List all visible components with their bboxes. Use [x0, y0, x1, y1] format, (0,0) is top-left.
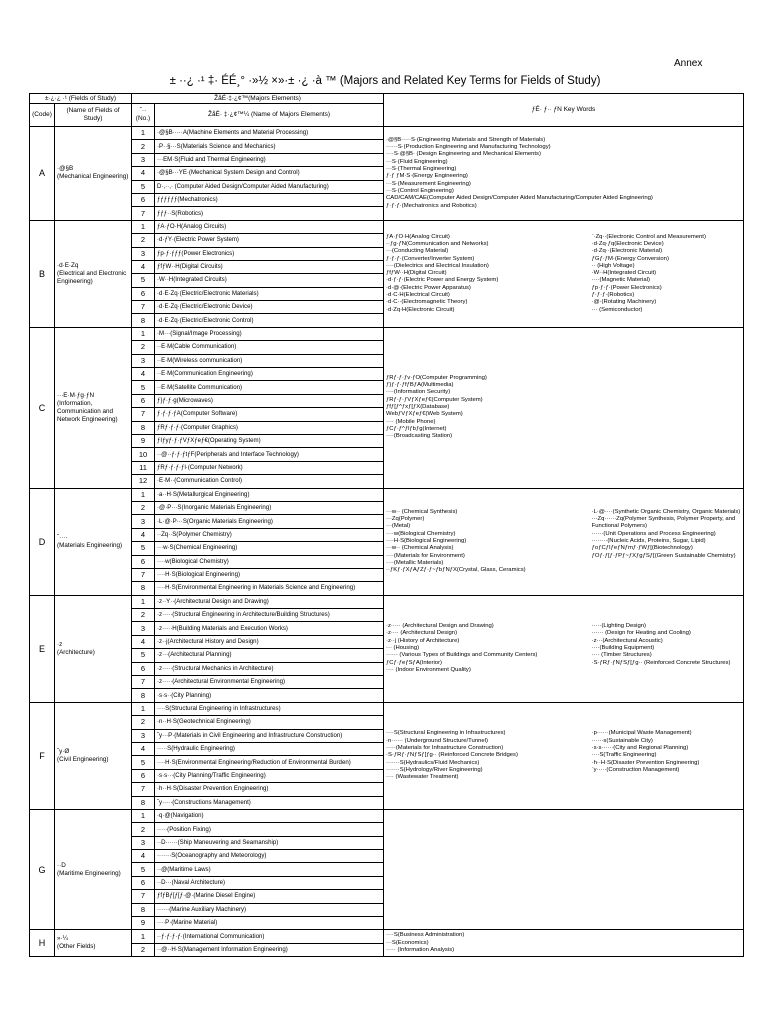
field-name: ˆy·Ø — [57, 747, 70, 755]
key-word: ·d·ƒ·ƒ·(Electric Power and Energy System) — [386, 277, 499, 284]
element-name: ·L·@·P···S(Organic Materials Engineering) — [155, 515, 384, 528]
element-number: 2 — [132, 234, 155, 247]
key-word: ···S·(Fluid Engineering) — [386, 158, 448, 165]
key-word: ·d·C·H(Electrical Circuit) — [386, 292, 450, 299]
element-number: 7 — [132, 408, 155, 421]
element-number: 2 — [132, 341, 155, 354]
key-word: ·@§B·····S·(Engineering Materials and Strength of Materials) — [386, 136, 546, 143]
field-code: F — [30, 702, 55, 809]
key-word: ···(Conducting Material) — [386, 248, 449, 255]
key-word: ····S·@§B· (Design Engineering and Mechanical Elements) — [386, 151, 541, 158]
element-number: 6 — [132, 394, 155, 407]
element-name: ··D······(Ship Maneuvering and Seamanship) — [155, 836, 384, 849]
header-key-words: ƒÉ· ƒ·· ƒN Key Words — [384, 94, 744, 127]
field-code: B — [30, 220, 55, 327]
key-word: ·S·ƒRƒ·ƒNƒŠƒ[ƒg·· (Reinforced Concrete Structures) — [591, 659, 731, 666]
element-number: 3 — [132, 515, 155, 528]
field-name: ···E·M·ƒg·ƒN — [57, 391, 95, 399]
element-name: ·z·····H(Building Materials and Execution Works) — [155, 622, 384, 635]
key-word: ····· (Information Analysis) — [386, 946, 455, 953]
element-number: 8 — [132, 421, 155, 434]
key-word: ···S·(Control Engineering) — [386, 187, 454, 194]
key-word: CAD/CAM/CAE(Computer Aided Design/Computer Aided Manufacturing/Computer Aided Engineering) — [386, 195, 653, 202]
key-word: ·······S(Hydraulics/Fluid Mechanics) — [386, 759, 480, 766]
key-word: ······ (Various Types of Buildings and Community Centers) — [386, 652, 538, 659]
element-name: ·d·E·Zq·(Electric/Electronic Control) — [155, 314, 384, 327]
element-number: 6 — [132, 662, 155, 675]
field-name-en: (Maritime Engineering) — [57, 869, 121, 877]
key-words-cell — [384, 809, 744, 930]
element-number: 6 — [132, 769, 155, 782]
key-word: ···· (Mobile Phone) — [386, 418, 436, 425]
key-word: ·z···(Architectural Acoustic) — [591, 637, 663, 644]
key-word: ·z··j (History of Architecture) — [386, 637, 460, 644]
element-number: 1 — [132, 327, 155, 340]
element-number: 5 — [132, 756, 155, 769]
key-word: ƒRƒ·ƒ·ƒv·ƒO(Computer Programming) — [386, 374, 487, 381]
header-name-major: ŽåÉ· ‡·¿¢™¼ (Name of Majors Elements) — [155, 104, 384, 127]
element-number: 2 — [132, 140, 155, 153]
element-number: 11 — [132, 461, 155, 474]
header-name-field: (Name of Fields of Study) — [55, 104, 132, 127]
key-word: ····(Broadcasting Station) — [386, 433, 453, 440]
element-name: ·a··H·S(Metallurgical Engineering) — [155, 488, 384, 501]
key-word: ƒ·ƒ·ƒ·(Robotics) — [591, 292, 635, 299]
key-words-cell — [384, 930, 744, 957]
key-words-cell — [384, 220, 744, 327]
field-name: ˆ···· — [57, 533, 68, 541]
element-number: 8 — [132, 689, 155, 702]
element-name: ƒƒƒƒƒƒ(Mechatronics) — [155, 193, 384, 206]
element-number: 5 — [132, 180, 155, 193]
element-number: 3 — [132, 354, 155, 367]
key-word: ƒ·ƒ·ƒ·(Mechatronics and Robotics) — [386, 202, 477, 209]
element-number: 8 — [132, 903, 155, 916]
key-word: ƒA·ƒO·H(Analog Circuit) — [386, 233, 450, 240]
field-name-en: (Electrical and Electronic Engineering) — [57, 269, 127, 285]
field-name-en: (Information, Communication and Network Engineering) — [57, 399, 118, 423]
key-word: ·d·C··(Electromagnetic Theory) — [386, 299, 468, 306]
key-words-right — [590, 622, 743, 675]
element-name: ··E·M(Cable Communication) — [155, 341, 384, 354]
element-name: ·z···(Architectural Planning) — [155, 649, 384, 662]
key-word: WebƒVƒXƒeƒ€(Web System) — [386, 411, 463, 418]
element-number: 6 — [132, 287, 155, 300]
key-word: ƒ·ƒ·ƒ·(Converter/Inverter System) — [386, 255, 475, 262]
field-name: »·¼ — [57, 935, 68, 943]
element-name: ƒRƒ·ƒ·ƒ·(Computer Graphics) — [155, 421, 384, 434]
field-name-en: (Civil Engineering) — [57, 755, 109, 763]
element-name: ƒfƒBƒ[ƒ[ƒ·@·(Marine Diesel Engine) — [155, 890, 384, 903]
element-number: 5 — [132, 542, 155, 555]
element-name: ·z·····(Architectural Environmental Engineering) — [155, 676, 384, 689]
element-name: ·M···(Signal/Image Processing) — [155, 327, 384, 340]
element-number: 5 — [132, 863, 155, 876]
element-number: 3 — [132, 729, 155, 742]
element-number: 6 — [132, 555, 155, 568]
element-name: ··D···(Naval Architecture) — [155, 876, 384, 889]
element-name: ƒp·ƒ·ƒƒƒ(Power Electronics) — [155, 247, 384, 260]
element-number: 1 — [132, 488, 155, 501]
element-number: 4 — [132, 528, 155, 541]
key-word: ·z···· (Architectural Design) — [386, 630, 458, 637]
element-name: ˆy·····(Constructions Management) — [155, 796, 384, 809]
element-number: 4 — [132, 260, 155, 273]
element-number: 4 — [132, 742, 155, 755]
key-word: ····S(Business Administration) — [386, 932, 465, 939]
element-name: ···EM·S(Fluid and Thermal Engineering) — [155, 153, 384, 166]
key-word: ····(Dielectrics and Electrical Insulation) — [386, 262, 489, 269]
key-word: ···S·(Thermal Engineering) — [386, 166, 457, 173]
key-word: ·s·s······(City and Regional Planning) — [591, 744, 689, 751]
key-word: ······S·(Production Engineering and Manufacturing Technology) — [386, 144, 551, 151]
table-row — [30, 220, 744, 233]
key-word: ····w(Biological Chemistry) — [386, 530, 456, 537]
element-name: ····S(Structural Engineering in Infrastructures) — [155, 702, 384, 715]
element-number: 7 — [132, 207, 155, 220]
element-name: ƒA·ƒO·H(Analog Circuits) — [155, 220, 384, 233]
key-words-left — [384, 508, 590, 576]
element-number: 10 — [132, 448, 155, 461]
key-word: ·z····· (Architectural Design and Drawing) — [386, 623, 494, 630]
key-word: ···· (Indoor Environment Quality) — [386, 666, 471, 673]
key-word: ·······S(Hydrology/River Engineering) — [386, 766, 483, 773]
key-word: ƒfƒ[ƒ^ƒxƒ[ƒX(Database) — [386, 404, 450, 411]
key-word: ····H·S(Biological Engineering) — [386, 537, 467, 544]
field-name: ·d·E·Zq — [57, 261, 79, 269]
field-name-cell — [55, 930, 132, 957]
element-name: ··@(Maritime Laws) — [155, 863, 384, 876]
element-number: 3 — [132, 247, 155, 260]
key-word: ······s(Sustainable City) — [591, 737, 653, 744]
element-number: 6 — [132, 876, 155, 889]
element-number: 9 — [132, 917, 155, 930]
key-words-cell — [384, 702, 744, 809]
key-word: ·· (High Voltage) — [591, 262, 635, 269]
element-name: ·s·s··(City Planning) — [155, 689, 384, 702]
element-number: 7 — [132, 568, 155, 581]
key-words-left — [384, 869, 743, 871]
element-number: 3 — [132, 622, 155, 635]
element-number: 4 — [132, 167, 155, 180]
element-name: ƒRƒ·ƒ·ƒ·ƒl·(Computer Network) — [155, 461, 384, 474]
element-number: 2 — [132, 823, 155, 836]
element-number: 5 — [132, 649, 155, 662]
key-word: ···S·(Measurement Engineering) — [386, 180, 471, 187]
key-words-left — [384, 374, 743, 442]
field-name-cell — [55, 702, 132, 809]
table-row — [30, 595, 744, 608]
key-words-cell — [384, 127, 744, 221]
key-word: ·d·Zq··(Electronic Material) — [591, 248, 663, 255]
element-name: ····H·S(Biological Engineering) — [155, 568, 384, 581]
element-name: ·W··H(Integrated Circuits) — [155, 274, 384, 287]
key-word: ··· (Semiconductor) — [591, 306, 643, 313]
element-name: ······(Marine Auxiliary Machinery) — [155, 903, 384, 916]
element-number: 5 — [132, 381, 155, 394]
key-words-left — [384, 729, 590, 782]
element-name: ·n··H·S(Geotechnical Engineering) — [155, 716, 384, 729]
key-word: ···(Metal) — [386, 523, 411, 530]
element-number: 4 — [132, 850, 155, 863]
key-words-cell — [384, 488, 744, 595]
element-name: ··E·M(Communication Engineering) — [155, 368, 384, 381]
table-row — [30, 488, 744, 501]
key-word: ƒGƒ·ƒM·(Energy Conversion) — [591, 255, 669, 262]
field-name: ··D — [57, 861, 66, 869]
element-name: ··Zq··S(Polymer Chemistry) — [155, 528, 384, 541]
key-word: ƒCƒ·ƒeƒŠƒA(Interior) — [386, 659, 443, 666]
element-name: ˆy···P·(Materials in Civil Engineering and Infrastructure Construction) — [155, 729, 384, 742]
element-name: ·z·····(Structural Mechanics in Architecture) — [155, 662, 384, 675]
key-word: ƒRƒ·ƒ·ƒVƒXƒeƒ€(Computer System) — [386, 396, 483, 403]
element-number: 6 — [132, 193, 155, 206]
key-word: ·@·(Rotating Machinery) — [591, 299, 657, 306]
element-name: ƒIƒyƒ·ƒ·ƒVƒXƒeƒ€(Operating System) — [155, 434, 384, 447]
key-word: ·L·@····(Synthetic Organic Chemistry, Organic Materials) — [591, 508, 741, 515]
field-code: C — [30, 327, 55, 488]
element-number: 8 — [132, 796, 155, 809]
element-number: 8 — [132, 314, 155, 327]
element-name: ···w·S(Chemical Engineering) — [155, 542, 384, 555]
element-name: ··E·M(Satellite Communication) — [155, 381, 384, 394]
element-number: 1 — [132, 595, 155, 608]
key-word: ƒ·ƒ ƒM·S·(Energy Engineering) — [386, 173, 468, 180]
header-no: ˆ·· (No.) — [132, 104, 155, 127]
key-word: ƒp·ƒ·ƒ·(Power Electronics) — [591, 284, 662, 291]
element-number: 1 — [132, 702, 155, 715]
element-name: ·z··j(Architectural History and Design) — [155, 635, 384, 648]
key-word: ····S(Traffic Engineering) — [591, 752, 657, 759]
element-name: ƒfƒW··H(Digital Circuits) — [155, 260, 384, 273]
key-word: ·S·ƒRƒ·ƒNƒŠƒ[ƒg·· (Reinforced Concrete Bridges) — [386, 752, 518, 759]
element-name: ·z··Y··(Architectural Design and Drawing) — [155, 595, 384, 608]
key-word: ······ (Design for Heating and Cooling) — [591, 630, 691, 637]
key-word: ·p······(Municipal Waste Management) — [591, 730, 692, 737]
key-word: ···· (Timber Structures) — [591, 652, 652, 659]
key-word: ·····(Lighting Design) — [591, 623, 646, 630]
field-name-en: (Materials Engineering) — [57, 541, 123, 549]
key-word: ····(Materials for Environment) — [386, 552, 465, 559]
key-word: ··ƒg·ƒN(Communication and Networks) — [386, 240, 489, 247]
field-code: G — [30, 809, 55, 930]
element-name: ·d·E·Zq·(Electric/Electronic Materials) — [155, 287, 384, 300]
element-number: 4 — [132, 368, 155, 381]
element-number: 3 — [132, 153, 155, 166]
key-word: ····(Information Security) — [386, 389, 451, 396]
header-fields-of-study: ±·¿·¿ ·¹ (Fields of Study) — [30, 94, 132, 104]
element-name: ƒ}ƒ·ƒ·g(Microwaves) — [155, 394, 384, 407]
key-word: ····(Building Equipment) — [591, 645, 655, 652]
key-words-cell — [384, 595, 744, 702]
field-code: D — [30, 488, 55, 595]
element-name: ····w(Biological Chemistry) — [155, 555, 384, 568]
key-word: ··· (Housing) — [386, 645, 420, 652]
key-word: ƒOƒ·ƒ[ƒ·ƒPƒ~ƒXƒgƒŠƒ[(Green Sustainable Chemistry) — [591, 552, 736, 559]
element-name: ·d·E·Zq·(Electric/Electronic Device) — [155, 301, 384, 314]
key-word: ···w·· (Chemical Synthesis) — [386, 508, 458, 515]
field-name-en: (Architecture) — [57, 648, 95, 656]
field-code: H — [30, 930, 55, 957]
element-number: 2 — [132, 609, 155, 622]
field-name-cell — [55, 220, 132, 327]
key-word: ·····(Materials for Infrastructure Construction) — [386, 744, 504, 751]
key-words-left — [384, 622, 590, 675]
field-name-en: (Mechanical Engineering) — [57, 173, 129, 181]
field-name-cell — [55, 127, 132, 221]
table-row — [30, 809, 744, 822]
key-word: ƒCƒ·ƒ^ƒlƒbƒg(Internet) — [386, 425, 447, 432]
element-number: 3 — [132, 836, 155, 849]
field-name-cell — [55, 488, 132, 595]
key-word: ·n······ (Underground Structure/Tunnel) — [386, 737, 488, 744]
field-name: ·@§B — [57, 165, 74, 173]
element-name: ····H·S(Environmental Engineering in Materials Science and Engineering) — [155, 582, 384, 595]
element-number: 7 — [132, 676, 155, 689]
element-number: 1 — [132, 220, 155, 233]
key-word: ·d·Zq·ƒq(Electronic Device) — [591, 240, 664, 247]
element-name: ·q·@(Navigation) — [155, 809, 384, 822]
element-name: ·h··H·S(Disaster Prevention Engineering) — [155, 783, 384, 796]
key-word: ·W··H(Integrated Circuit) — [591, 270, 657, 277]
element-name: ·@§B·····A(Machine Elements and Material Processing) — [155, 127, 384, 140]
key-word: ···S(Economics) — [386, 939, 429, 946]
element-name: ··E·M(Wireless communication) — [155, 354, 384, 367]
key-word: ƒ}ƒ·ƒ·ƒfƒBƒA(Multimedia) — [386, 382, 454, 389]
key-words-right — [590, 233, 743, 315]
element-name: ·····(Position Fixing) — [155, 823, 384, 836]
header-code: (Code) — [30, 104, 55, 127]
element-number: 9 — [132, 434, 155, 447]
element-name: ··ƒ·ƒ·ƒ·ƒ·(International Communication) — [155, 930, 384, 943]
element-name: ·@·P···S(Inorganic Materials Engineering) — [155, 501, 384, 514]
table-row — [30, 327, 744, 340]
element-name: ··@··H·S(Management Information Engineering) — [155, 943, 384, 956]
element-number: 2 — [132, 943, 155, 956]
element-number: 12 — [132, 475, 155, 488]
key-words-right — [590, 508, 743, 576]
element-name: ƒƒƒ··S(Robotics) — [155, 207, 384, 220]
element-name: ·······S(Oceanography and Meteorology) — [155, 850, 384, 863]
key-word: ··ƒKƒ·ƒXƒAƒZƒ·ƒ~ƒbƒNƒX(Crystal, Glass, Ceramics) — [386, 567, 526, 574]
element-number: 8 — [132, 582, 155, 595]
field-name-en: (Other Fields) — [57, 943, 96, 951]
element-number: 4 — [132, 635, 155, 648]
table-row — [30, 702, 744, 715]
table-body — [30, 127, 744, 957]
field-code: A — [30, 127, 55, 221]
key-word: ·h··H·S(Disaster Prevention Engineering) — [591, 759, 700, 766]
key-words-left — [384, 136, 743, 211]
element-name: ·E·M··(Communication Control) — [155, 475, 384, 488]
key-word: ······(Unit Operations and Process Engineering) — [591, 530, 716, 537]
field-name: ·z — [57, 640, 63, 648]
field-name-cell — [55, 595, 132, 702]
element-number: 7 — [132, 783, 155, 796]
element-number: 2 — [132, 501, 155, 514]
element-name: ····P·(Marine Material) — [155, 917, 384, 930]
header-majors-elements: ŽåÉ·‡·¿¢™(Majors Elements) — [132, 94, 384, 104]
key-word: ···· (Wastewater Treatment) — [386, 774, 459, 781]
key-word: ···Zq······Zq(Polymer Synthesis, Polymer Property, and Functional Polymers) — [591, 516, 736, 530]
element-number: 1 — [132, 127, 155, 140]
element-number: 1 — [132, 809, 155, 822]
fields-table — [29, 93, 744, 957]
key-word: ····(Magnetic Material) — [591, 277, 650, 284]
element-name: ·z·····(Structural Engineering in Architecture/Building Structures) — [155, 609, 384, 622]
table-row — [30, 930, 744, 943]
key-word: ···w·· (Chemical Analysis) — [386, 545, 454, 552]
element-name: ·s·s···(City Planning/Traffic Engineering) — [155, 769, 384, 782]
key-word: ····S(Structural Engineering in Infrastructures) — [386, 730, 506, 737]
element-name: ·P··§···S(Materials Science and Mechanics) — [155, 140, 384, 153]
element-number: 2 — [132, 716, 155, 729]
key-word: ˆy·····(Construction Management) — [591, 766, 680, 773]
key-word: ƒoƒCƒIƒeƒNƒmƒ·ƒWƒ[(Biotechnology) — [591, 545, 693, 552]
element-name: ƒ·ƒ·ƒ·ƒA(Computer Software) — [155, 408, 384, 421]
key-words-cell — [384, 327, 744, 488]
key-words-right — [590, 729, 743, 782]
field-name-cell — [55, 327, 132, 488]
element-name: ····H·S(Environmental Engineering/Reduction of Environmental Burden) — [155, 756, 384, 769]
field-code: E — [30, 595, 55, 702]
key-word: ···Zq(Polymer) — [386, 516, 425, 523]
element-number: 7 — [132, 890, 155, 903]
key-word: ·d·@·(Electric Power Apparatus) — [386, 284, 471, 291]
key-word: ········(Nucleic Acids, Proteins, Sugar, Lipid) — [591, 537, 706, 544]
element-name: ·@§B···YE·(Mechanical System Design and Control) — [155, 167, 384, 180]
element-number: 5 — [132, 274, 155, 287]
key-words-left — [384, 233, 590, 315]
element-name: ··@··ƒ·ƒ·ƒtƒF(Peripherals and Interface Technology) — [155, 448, 384, 461]
table-row — [30, 127, 744, 140]
element-number: 7 — [132, 301, 155, 314]
page-title: ± ··¿ ·¹ ‡· ÉÉ¸° ·»½ ×»·± ·¿ ·à ™ (Majors and Related Key Terms for Fields of Study) — [169, 75, 601, 87]
key-word: ƒfƒW··H(Digital Circuit) — [386, 270, 447, 277]
element-number: 1 — [132, 930, 155, 943]
annex-label: Annex — [674, 58, 703, 69]
field-name-cell — [55, 809, 132, 930]
key-word: ˆ·Zq··(Electronic Control and Measurement) — [591, 233, 706, 240]
element-name: D·,··,· (Computer Aided Design/Computer Aided Manufacturing) — [155, 180, 384, 193]
key-word: ····(Metallic Materials) — [386, 559, 444, 566]
key-words-left — [384, 931, 743, 955]
key-word: ·d·Zq·H(Electronic Circuit) — [386, 306, 455, 313]
element-name: ·d·ƒY·(Electric Power System) — [155, 234, 384, 247]
element-name: ·····S(Hydraulic Engineering) — [155, 742, 384, 755]
